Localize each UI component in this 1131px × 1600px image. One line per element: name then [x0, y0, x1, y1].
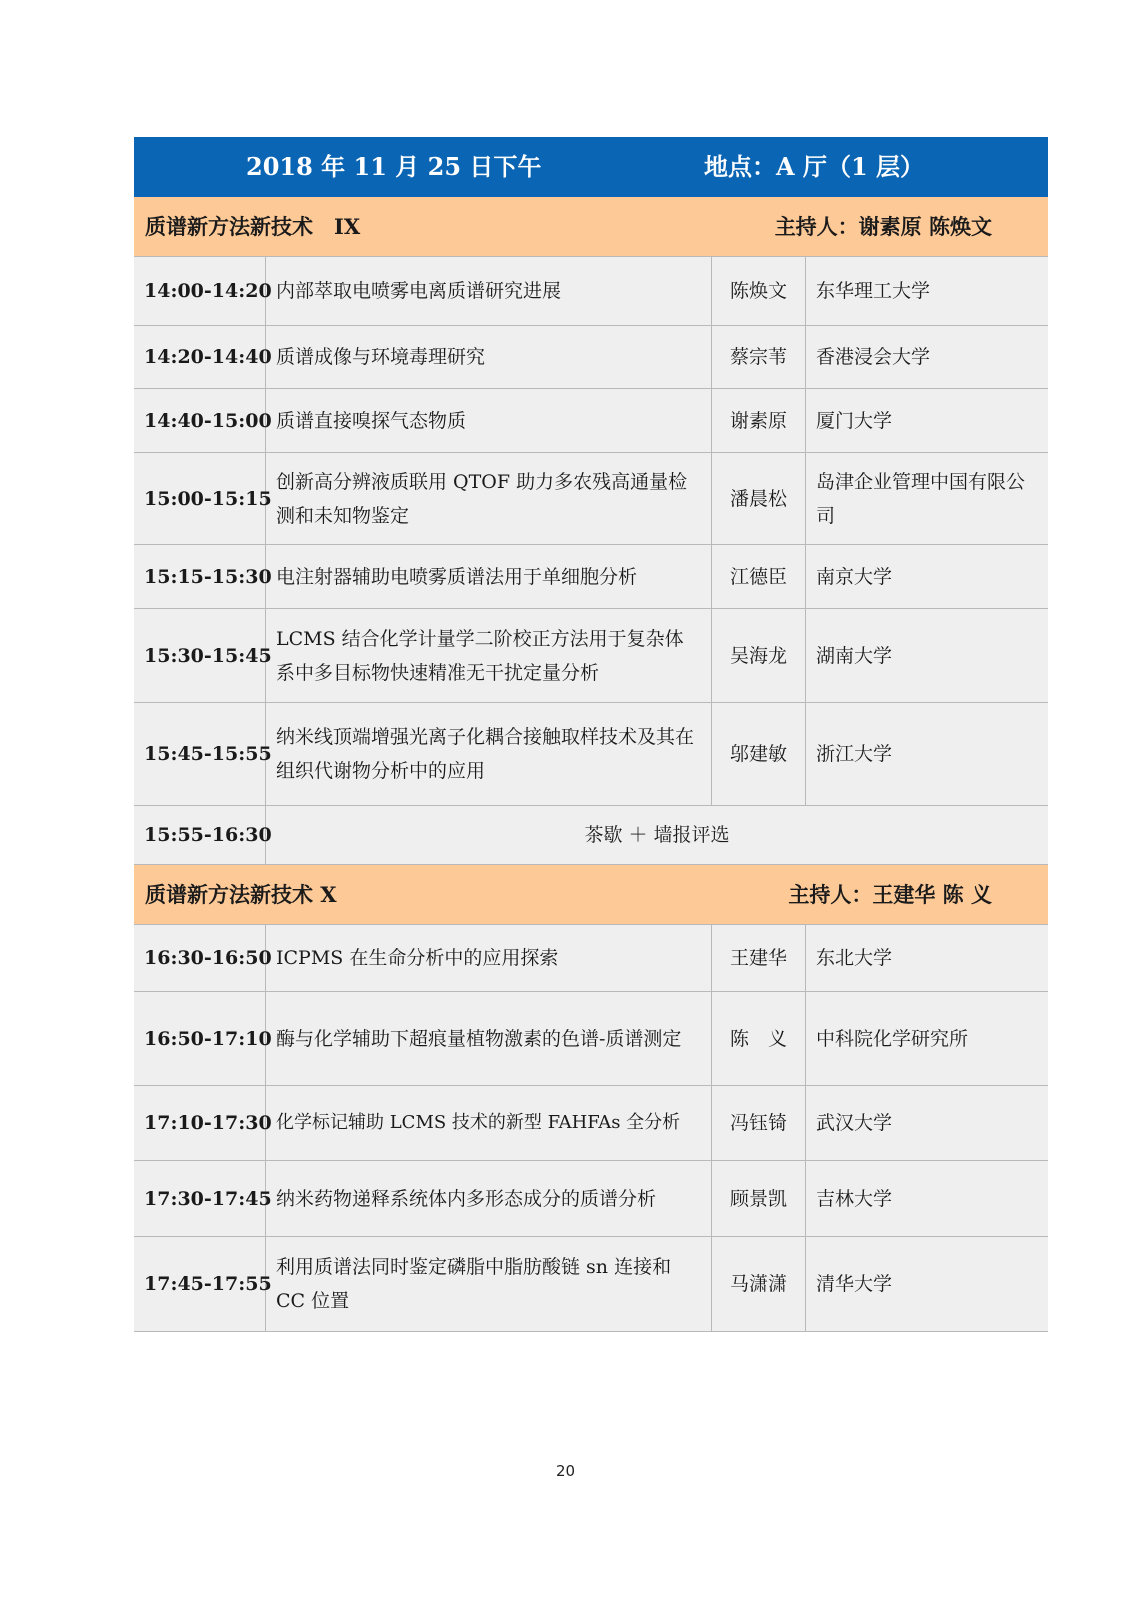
talk-title: 质谱成像与环境毒理研究: [266, 326, 712, 388]
speaker-institution: 厦门大学: [816, 409, 893, 432]
session-name: 质谱新方法新技术 X: [145, 882, 337, 907]
talk-title: 内部萃取电喷雾电离质谱研究进展: [266, 257, 712, 325]
speaker-name: 马潇潇: [712, 1237, 806, 1331]
speaker-institution: 东北大学: [816, 947, 893, 969]
table-row: [134, 389, 1048, 453]
talk-time: 15:45-15:55: [134, 703, 266, 805]
talk-time: 16:50-17:10: [134, 992, 266, 1085]
talk-time: 17:10-17:30: [134, 1086, 266, 1160]
session-name: 质谱新方法新技术 IX: [145, 214, 361, 239]
speaker-name: 陈 义: [712, 992, 806, 1085]
speaker-institution: 清华大学: [816, 1273, 893, 1295]
speaker-institution: 武汉大学: [816, 1112, 893, 1134]
break-row: [134, 806, 1048, 865]
speaker-institution: 东华理工大学: [816, 280, 931, 302]
talk-title: LCMS 结合化学计量学二阶校正方法用于复杂体系中多目标物快速精准无干扰定量分析: [266, 609, 712, 702]
speaker-name: 谢素原: [712, 389, 806, 452]
speaker-institution: 吉林大学: [816, 1187, 893, 1210]
schedule-venue: 地点：A 厅（1 层）: [704, 152, 925, 181]
talk-time: 14:40-15:00: [134, 389, 266, 452]
break-time: 15:55-16:30: [134, 806, 266, 864]
speaker-name: 顾景凯: [712, 1161, 806, 1236]
page-number: 20: [555, 1462, 576, 1480]
talk-title: 质谱直接嗅探气态物质: [266, 389, 712, 452]
talk-time: 17:45-17:55: [134, 1237, 266, 1331]
talk-title: 电注射器辅助电喷雾质谱法用于单细胞分析: [266, 545, 712, 608]
table-row: [134, 992, 1048, 1086]
speaker-institution: 中科院化学研究所: [816, 1027, 969, 1050]
speaker-name: 王建华: [712, 925, 806, 991]
table-row: [134, 545, 1048, 609]
table-row: [134, 925, 1048, 992]
table-row: [134, 1086, 1048, 1161]
talk-time: 15:30-15:45: [134, 609, 266, 702]
talk-title: 酶与化学辅助下超痕量植物激素的色谱-质谱测定: [266, 992, 712, 1085]
talk-time: 14:00-14:20: [134, 257, 266, 325]
talk-title: 化学标记辅助 LCMS 技术的新型 FAHFAs 全分析: [266, 1086, 712, 1160]
speaker-name: 吴海龙: [712, 609, 806, 702]
talk-time: 16:30-16:50: [134, 925, 266, 991]
talk-title: 纳米线顶端增强光离子化耦合接触取样技术及其在组织代谢物分析中的应用: [266, 703, 712, 805]
table-row: [134, 453, 1048, 545]
session-hosts: 主持人：王建华 陈 义: [788, 882, 992, 907]
schedule-table: [134, 137, 1048, 1332]
talk-title: 纳米药物递释系统体内多形态成分的质谱分析: [266, 1161, 712, 1236]
speaker-institution: 岛津企业管理中国有限公司: [816, 470, 1026, 527]
talk-title: 利用质谱法同时鉴定磷脂中脂肪酸链 sn 连接和 CC 位置: [266, 1237, 712, 1331]
speaker-name: 邬建敏: [712, 703, 806, 805]
speaker-name: 冯钰锜: [712, 1086, 806, 1160]
table-row: [134, 257, 1048, 326]
schedule-banner: [134, 137, 1048, 197]
session-hosts: 主持人：谢素原 陈焕文: [774, 214, 992, 239]
session-header: [134, 865, 1048, 925]
talk-time: 15:15-15:30: [134, 545, 266, 608]
session-header: [134, 197, 1048, 257]
table-row: [134, 1161, 1048, 1237]
talk-time: 14:20-14:40: [134, 326, 266, 388]
talk-title: ICPMS 在生命分析中的应用探索: [266, 925, 712, 991]
talk-time: 17:30-17:45: [134, 1161, 266, 1236]
table-row: [134, 609, 1048, 703]
break-label: 茶歇 ＋ 墙报评选: [584, 824, 730, 846]
talk-time: 15:00-15:15: [134, 453, 266, 544]
table-row: [134, 1237, 1048, 1332]
speaker-name: 陈焕文: [712, 257, 806, 325]
speaker-institution: 南京大学: [816, 565, 893, 588]
speaker-institution: 浙江大学: [816, 743, 893, 765]
speaker-name: 江德臣: [712, 545, 806, 608]
speaker-institution: 香港浸会大学: [816, 346, 931, 368]
speaker-name: 蔡宗苇: [712, 326, 806, 388]
speaker-institution: 湖南大学: [816, 644, 893, 667]
speaker-name: 潘晨松: [712, 453, 806, 544]
table-row: [134, 703, 1048, 806]
schedule-date: 2018 年 11 月 25 日下午: [246, 152, 542, 181]
talk-title: 创新高分辨液质联用 QTOF 助力多农残高通量检测和未知物鉴定: [266, 453, 712, 544]
table-row: [134, 326, 1048, 389]
